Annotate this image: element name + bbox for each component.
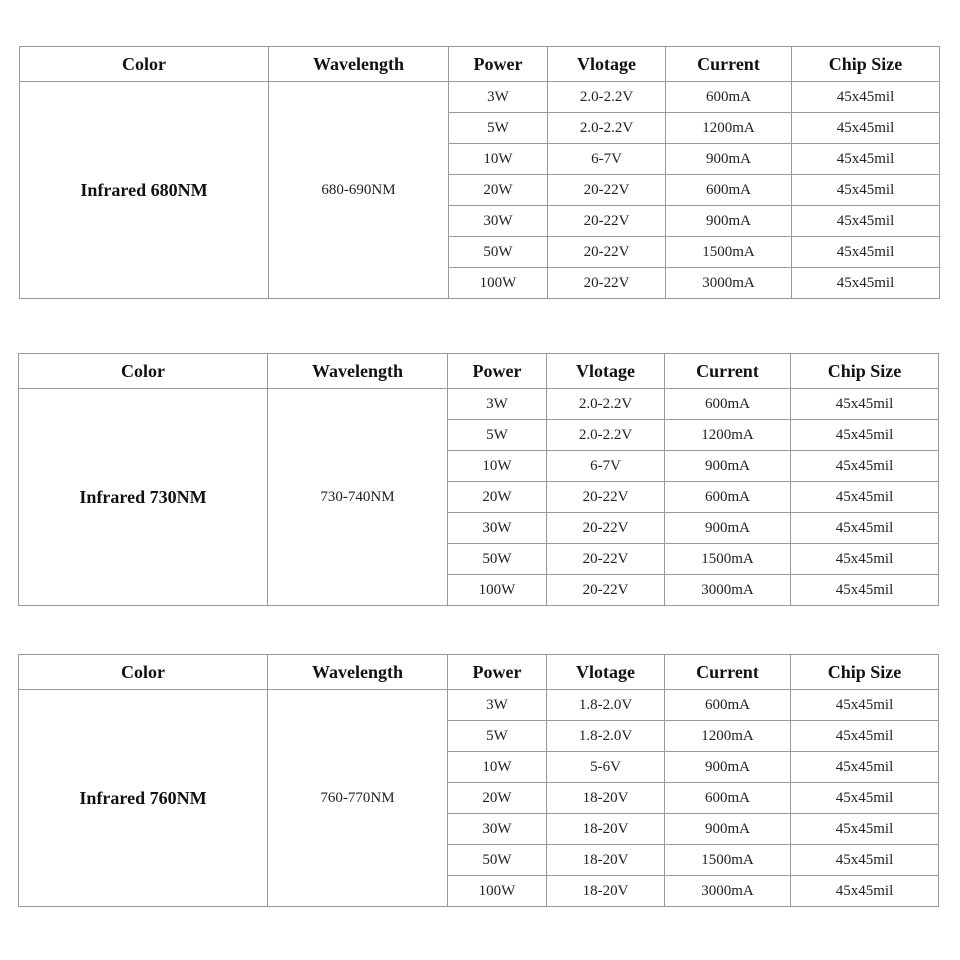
power-cell: 5W (449, 113, 548, 144)
voltage-cell: 20-22V (547, 482, 665, 513)
power-cell: 5W (448, 420, 547, 451)
current-cell: 3000mA (665, 575, 791, 606)
table-row (19, 389, 939, 420)
voltage-cell: 6-7V (547, 451, 665, 482)
voltage-cell: 20-22V (548, 268, 666, 299)
wavelength-cell: 760-770NM (268, 690, 448, 907)
power-cell: 5W (448, 721, 547, 752)
current-cell: 3000mA (666, 268, 792, 299)
current-cell: 900mA (665, 451, 791, 482)
header-voltage: Vlotage (547, 354, 665, 389)
chip-size-cell: 45x45mil (791, 544, 939, 575)
header-wavelength: Wavelength (268, 655, 448, 690)
current-cell: 900mA (665, 513, 791, 544)
color-cell: Infrared 760NM (19, 690, 268, 907)
chip-size-cell: 45x45mil (791, 752, 939, 783)
header-chip-size: Chip Size (791, 354, 939, 389)
voltage-cell: 20-22V (547, 544, 665, 575)
chip-size-cell: 45x45mil (791, 389, 939, 420)
power-cell: 10W (448, 752, 547, 783)
current-cell: 1500mA (665, 544, 791, 575)
power-cell: 30W (448, 814, 547, 845)
chip-size-cell: 45x45mil (791, 845, 939, 876)
current-cell: 600mA (666, 82, 792, 113)
chip-size-cell: 45x45mil (791, 575, 939, 606)
current-cell: 600mA (665, 690, 791, 721)
current-cell: 1500mA (665, 845, 791, 876)
header-power: Power (448, 354, 547, 389)
header-current: Current (665, 655, 791, 690)
chip-size-cell: 45x45mil (791, 721, 939, 752)
chip-size-cell: 45x45mil (792, 82, 940, 113)
chip-size-cell: 45x45mil (792, 268, 940, 299)
voltage-cell: 18-20V (547, 876, 665, 907)
power-cell: 3W (449, 82, 548, 113)
power-cell: 20W (448, 482, 547, 513)
header-wavelength: Wavelength (268, 354, 448, 389)
voltage-cell: 2.0-2.2V (548, 113, 666, 144)
power-cell: 50W (448, 845, 547, 876)
header-row (19, 655, 939, 690)
header-color: Color (19, 655, 268, 690)
current-cell: 600mA (665, 783, 791, 814)
power-cell: 100W (449, 268, 548, 299)
voltage-cell: 18-20V (547, 814, 665, 845)
voltage-cell: 20-22V (548, 206, 666, 237)
voltage-cell: 20-22V (548, 237, 666, 268)
wavelength-cell: 680-690NM (269, 82, 449, 299)
voltage-cell: 2.0-2.2V (547, 420, 665, 451)
chip-size-cell: 45x45mil (792, 144, 940, 175)
current-cell: 1200mA (665, 721, 791, 752)
header-row (19, 354, 939, 389)
voltage-cell: 20-22V (547, 513, 665, 544)
power-cell: 3W (448, 690, 547, 721)
power-cell: 30W (449, 206, 548, 237)
current-cell: 900mA (666, 144, 792, 175)
chip-size-cell: 45x45mil (792, 206, 940, 237)
chip-size-cell: 45x45mil (791, 451, 939, 482)
chip-size-cell: 45x45mil (791, 513, 939, 544)
header-current: Current (666, 47, 792, 82)
current-cell: 600mA (665, 482, 791, 513)
power-cell: 30W (448, 513, 547, 544)
chip-size-cell: 45x45mil (791, 876, 939, 907)
header-chip-size: Chip Size (792, 47, 940, 82)
current-cell: 1500mA (666, 237, 792, 268)
current-cell: 900mA (665, 752, 791, 783)
chip-size-cell: 45x45mil (792, 175, 940, 206)
table-row (19, 690, 939, 721)
voltage-cell: 1.8-2.0V (547, 721, 665, 752)
power-cell: 100W (448, 575, 547, 606)
wavelength-cell: 730-740NM (268, 389, 448, 606)
voltage-cell: 18-20V (547, 845, 665, 876)
spec-table-infrared-730 (18, 353, 939, 606)
current-cell: 600mA (666, 175, 792, 206)
power-cell: 100W (448, 876, 547, 907)
voltage-cell: 20-22V (547, 575, 665, 606)
voltage-cell: 18-20V (547, 783, 665, 814)
voltage-cell: 6-7V (548, 144, 666, 175)
current-cell: 1200mA (666, 113, 792, 144)
spec-table-infrared-680 (19, 46, 940, 299)
power-cell: 50W (449, 237, 548, 268)
voltage-cell: 2.0-2.2V (548, 82, 666, 113)
chip-size-cell: 45x45mil (792, 237, 940, 268)
power-cell: 20W (448, 783, 547, 814)
current-cell: 3000mA (665, 876, 791, 907)
voltage-cell: 1.8-2.0V (547, 690, 665, 721)
current-cell: 1200mA (665, 420, 791, 451)
voltage-cell: 5-6V (547, 752, 665, 783)
chip-size-cell: 45x45mil (792, 113, 940, 144)
power-cell: 3W (448, 389, 547, 420)
header-color: Color (19, 354, 268, 389)
voltage-cell: 2.0-2.2V (547, 389, 665, 420)
chip-size-cell: 45x45mil (791, 482, 939, 513)
power-cell: 50W (448, 544, 547, 575)
current-cell: 900mA (666, 206, 792, 237)
color-cell: Infrared 680NM (20, 82, 269, 299)
header-voltage: Vlotage (548, 47, 666, 82)
header-wavelength: Wavelength (269, 47, 449, 82)
header-power: Power (449, 47, 548, 82)
voltage-cell: 20-22V (548, 175, 666, 206)
chip-size-cell: 45x45mil (791, 420, 939, 451)
table-row (20, 82, 940, 113)
header-chip-size: Chip Size (791, 655, 939, 690)
chip-size-cell: 45x45mil (791, 690, 939, 721)
header-current: Current (665, 354, 791, 389)
header-power: Power (448, 655, 547, 690)
chip-size-cell: 45x45mil (791, 814, 939, 845)
header-row (20, 47, 940, 82)
power-cell: 10W (448, 451, 547, 482)
header-voltage: Vlotage (547, 655, 665, 690)
current-cell: 600mA (665, 389, 791, 420)
power-cell: 20W (449, 175, 548, 206)
color-cell: Infrared 730NM (19, 389, 268, 606)
power-cell: 10W (449, 144, 548, 175)
current-cell: 900mA (665, 814, 791, 845)
spec-table-infrared-760 (18, 654, 939, 907)
header-color: Color (20, 47, 269, 82)
chip-size-cell: 45x45mil (791, 783, 939, 814)
